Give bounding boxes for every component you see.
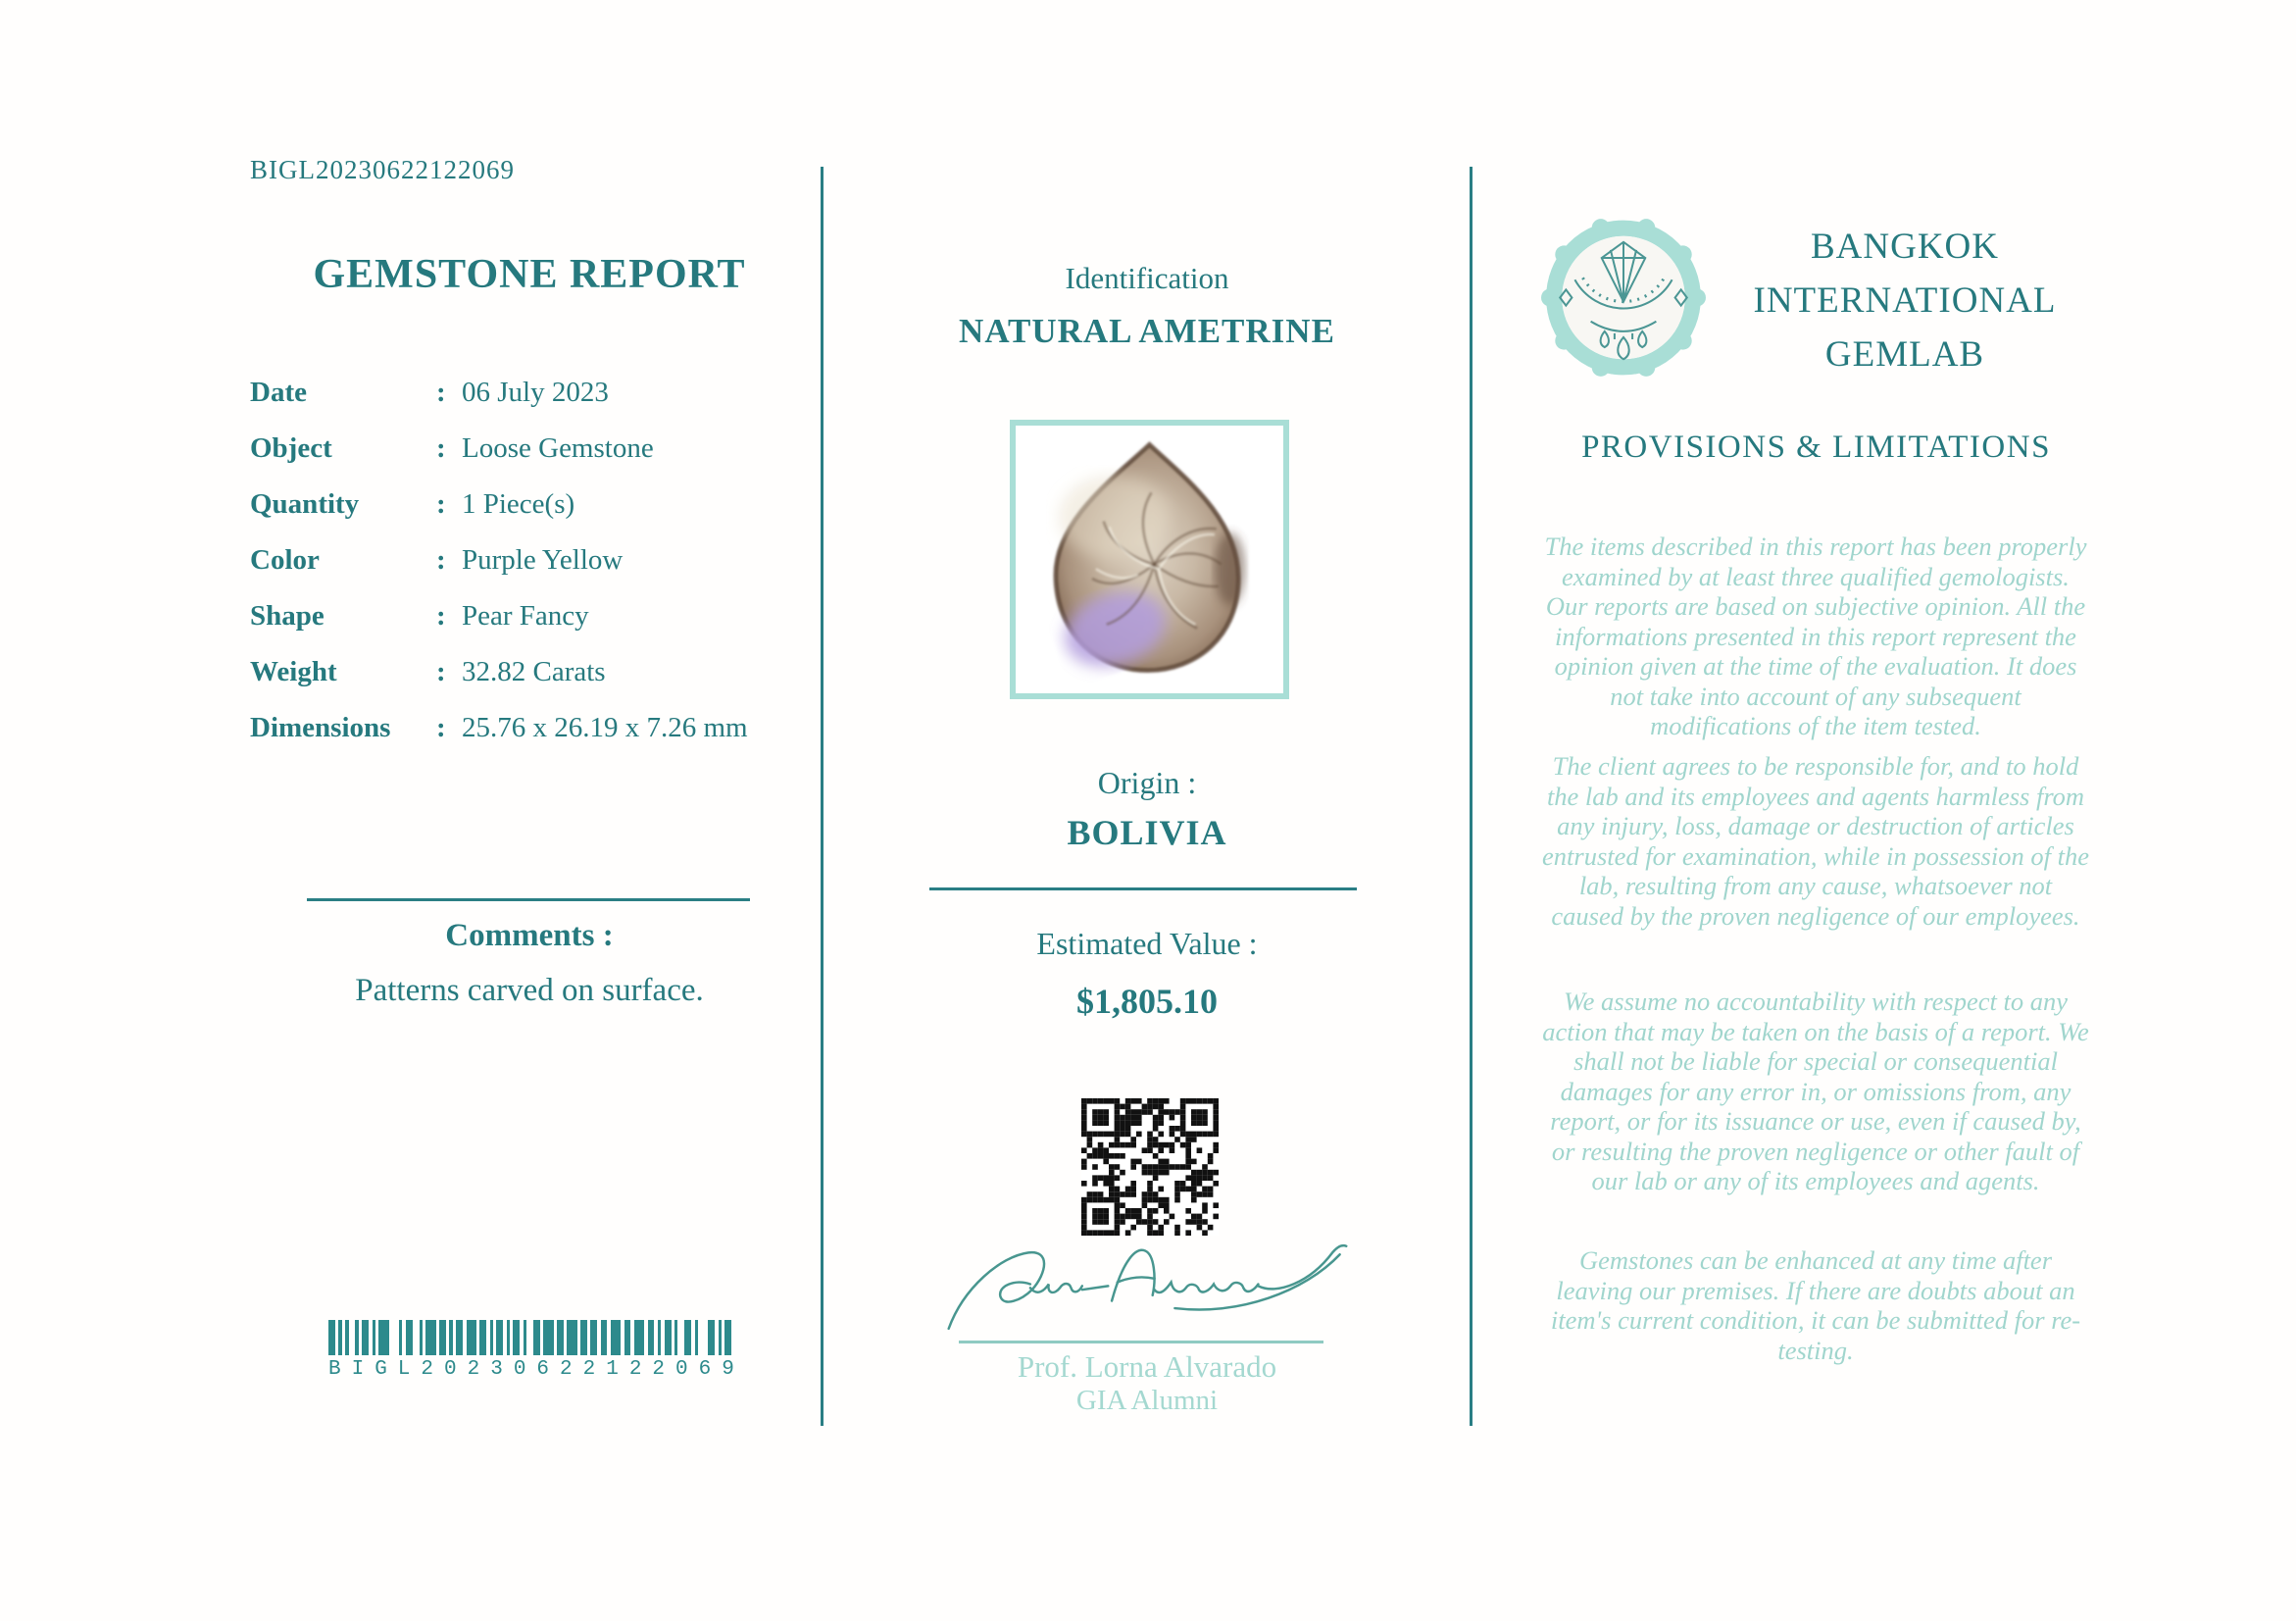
provisions-paragraph: We assume no accountability with respect to any action that may be taken on the basis of a report. We shall not be liable for special or consequential damages for any error in, or omissions from, any report, or for its issuance or use, even if caused by, or resulting the proven negligence or other fault of our lab or any of its employees and agents. xyxy=(1542,987,2089,1195)
gem-details-table xyxy=(250,365,814,756)
signatory-credential: GIA Alumni xyxy=(1075,1385,1219,1416)
detail-label: Date xyxy=(250,377,307,408)
origin-value: BOLIVIA xyxy=(1067,813,1227,852)
detail-value: 06 July 2023 xyxy=(462,377,609,408)
detail-label: Object xyxy=(250,432,332,464)
detail-colon: : xyxy=(436,544,446,576)
table-row xyxy=(250,365,814,421)
gem-photo-frame xyxy=(1010,420,1289,699)
detail-label: Shape xyxy=(250,600,324,632)
comments-text: Patterns carved on surface. xyxy=(355,973,704,1008)
gemstone-image xyxy=(1016,426,1283,693)
column-divider-left xyxy=(821,167,824,1426)
detail-value: 32.82 Carats xyxy=(462,656,606,687)
barcode-caption: BIGL20230622122069 xyxy=(328,1358,745,1381)
report-number: BIGL20230622122069 xyxy=(250,155,515,184)
identification-label: Identification xyxy=(1065,261,1229,295)
barcode-bars xyxy=(328,1320,732,1355)
detail-value: Pear Fancy xyxy=(462,600,589,632)
lab-logo-badge xyxy=(1539,206,1708,390)
detail-colon: : xyxy=(436,600,446,632)
provisions-paragraph: Gemstones can be enhanced at any time after leaving our premises. If there are doubts about an item's current condition, it can be submitted for re-testing. xyxy=(1550,1245,2081,1365)
detail-value: Purple Yellow xyxy=(462,544,624,576)
provisions-paragraph: The client agrees to be responsible for, and to hold the lab and its employees and agents harmless from any injury, loss, damage or destruction of articles entrusted for examination, while in possession of the lab, resulting from any cause, whatsoever not caused by the proven negligence of our employees. xyxy=(1542,751,2089,931)
table-row xyxy=(250,644,814,700)
detail-colon: : xyxy=(436,432,446,464)
detail-value: 25.76 x 26.19 x 7.26 mm xyxy=(462,712,748,743)
detail-colon: : xyxy=(436,712,446,743)
detail-label: Dimensions xyxy=(250,712,391,743)
detail-label: Color xyxy=(250,544,320,576)
comments-label: Comments : xyxy=(445,918,614,953)
provisions-paragraph: The items described in this report has been properly examined by at least three qualified gemologists. Our reports are based on subjective opinion. All the informations presented in this report represent the opinion given at the time of the evaluation. It does not take into account of any subsequent modifications of the item tested. xyxy=(1544,532,2087,740)
signatory-name: Prof. Lorna Alvarado xyxy=(1017,1349,1277,1384)
qr-code-icon xyxy=(1081,1098,1219,1236)
table-row xyxy=(250,477,814,532)
detail-colon: : xyxy=(436,656,446,687)
detail-colon: : xyxy=(436,377,446,408)
table-row xyxy=(250,532,814,588)
table-row xyxy=(250,588,814,644)
barcode xyxy=(328,1320,745,1381)
table-row xyxy=(250,421,814,477)
estimated-value: $1,805.10 xyxy=(1076,982,1218,1021)
value-divider xyxy=(929,887,1357,890)
identification-value: NATURAL AMETRINE xyxy=(959,312,1335,350)
detail-label: Quantity xyxy=(250,488,360,520)
lab-name: BANGKOK INTERNATIONAL GEMLAB xyxy=(1753,227,2057,375)
signature-underline xyxy=(959,1341,1323,1343)
detail-colon: : xyxy=(436,488,446,520)
page-title: GEMSTONE REPORT xyxy=(313,252,746,297)
provisions-title: PROVISIONS & LIMITATIONS xyxy=(1581,430,2051,465)
origin-label: Origin : xyxy=(1097,765,1197,800)
detail-value: 1 Piece(s) xyxy=(462,488,575,520)
comments-divider xyxy=(307,898,750,901)
estimated-value-label: Estimated Value : xyxy=(1036,926,1258,961)
table-row xyxy=(250,700,814,756)
signature-script xyxy=(941,1241,1353,1343)
column-divider-right xyxy=(1470,167,1472,1426)
detail-value: Loose Gemstone xyxy=(462,432,654,464)
detail-label: Weight xyxy=(250,656,337,687)
